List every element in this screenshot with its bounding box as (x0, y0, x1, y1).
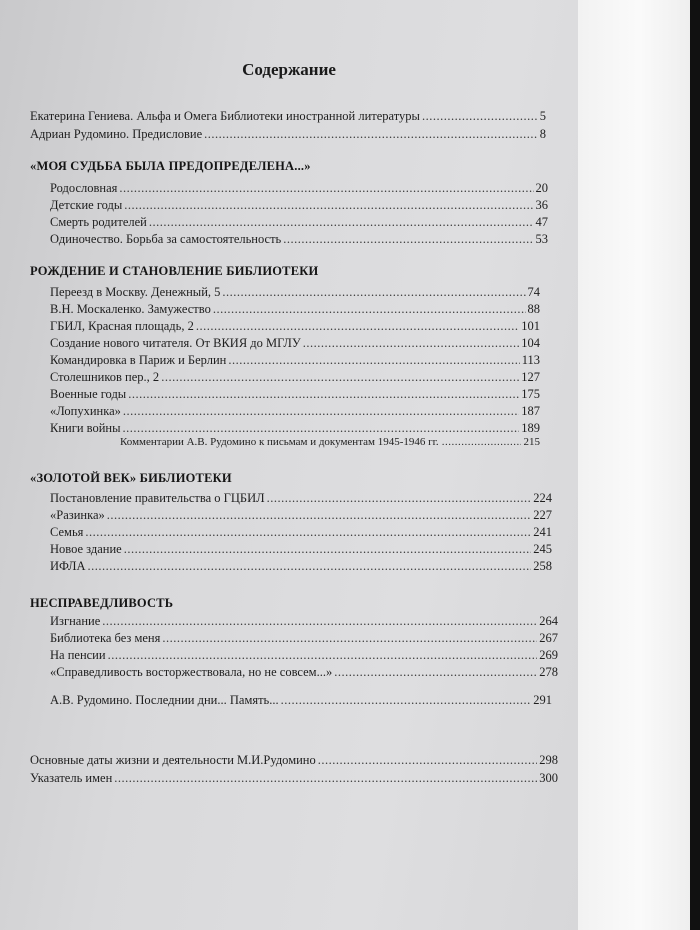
leader-dots (442, 436, 521, 448)
toc-entry-label: А.В. Рудомино. Последнии дни... Память... (50, 693, 279, 707)
toc-entry (50, 369, 540, 385)
toc-entry (50, 318, 540, 334)
leader-dots (119, 180, 533, 196)
toc-entry (50, 558, 552, 574)
toc-entry-page: 300 (539, 771, 558, 785)
dark-edge (690, 0, 700, 930)
toc-entry-label: Создание нового читателя. От ВКИЯ до МГЛУ (50, 336, 301, 350)
toc-entry-label: Книги войны (50, 421, 121, 435)
toc-entry-page: 269 (539, 648, 558, 662)
toc-entry (50, 301, 540, 317)
toc-entry-page: 267 (539, 631, 558, 645)
toc-note-page: 215 (523, 436, 540, 448)
toc-entry-label: Смерть родителей (50, 215, 147, 229)
toc-entry-page: 127 (521, 370, 540, 384)
toc-entry-label: В.Н. Москаленко. Замужество (50, 302, 211, 316)
toc-entry (50, 284, 540, 300)
leader-dots (228, 352, 519, 368)
toc-entry-label: «Справедливость восторжествовала, но не совсем...» (50, 665, 333, 679)
toc-entry-label: Переезд в Москву. Денежный, 5 (50, 285, 221, 299)
toc-entry (50, 386, 540, 402)
toc-entry-label: Детские годы (50, 198, 123, 212)
leader-dots (123, 420, 520, 436)
leader-dots (334, 664, 537, 680)
toc-entry-page: 227 (533, 508, 552, 522)
toc-entry (50, 403, 540, 419)
toc-entry-page: 88 (527, 302, 540, 316)
toc-entry (50, 613, 558, 629)
toc-entry-label: «Лопухинка» (50, 404, 121, 418)
leader-dots (283, 231, 533, 247)
toc-entry (50, 335, 540, 351)
leader-dots (422, 108, 538, 124)
toc-entry-page: 291 (533, 693, 552, 707)
leader-dots (149, 214, 534, 230)
toc-entry-page: 224 (533, 491, 552, 505)
leader-dots (318, 752, 538, 768)
section-heading: РОЖДЕНИЕ И СТАНОВЛЕНИЕ БИБЛИОТЕКИ (30, 264, 319, 278)
background-surface (578, 0, 700, 930)
section-heading: НЕСПРАВЕДЛИВОСТЬ (30, 596, 174, 610)
toc-entry (50, 507, 552, 523)
toc-entry-page: 20 (535, 181, 548, 195)
toc-entry (50, 630, 558, 646)
toc-entry (50, 352, 540, 368)
toc-entry (50, 420, 540, 436)
toc-entry-page: 258 (533, 559, 552, 573)
toc-entry-page: 101 (521, 319, 540, 333)
toc-entry (50, 524, 552, 540)
toc-entry-label: Семья (50, 525, 84, 539)
toc-entry-page: 189 (521, 421, 540, 435)
leader-dots (87, 558, 531, 574)
leader-dots (107, 507, 532, 523)
toc-note (120, 436, 540, 448)
toc-entry (50, 197, 548, 213)
toc-entry-label: Екатерина Гениева. Альфа и Омега Библиотеки иностранной литературы (30, 109, 420, 123)
toc-entry-page: 245 (533, 542, 552, 556)
toc-entry-page: 8 (539, 127, 546, 141)
toc-entry (50, 490, 552, 506)
toc-entry-page: 47 (535, 215, 548, 229)
toc-entry-label: Указатель имен (30, 771, 113, 785)
toc-entry-page: 53 (535, 232, 548, 246)
toc-entry (50, 664, 558, 680)
toc-entry-label: Основные даты жизни и деятельности М.И.Рудомино (30, 753, 316, 767)
leader-dots (162, 630, 537, 646)
toc-entry-label: Командировка в Париж и Берлин (50, 353, 227, 367)
toc-entry (50, 214, 548, 230)
leader-dots (85, 524, 531, 540)
toc-entry-label: «Разинка» (50, 508, 105, 522)
toc-entry-page: 5 (539, 109, 546, 123)
toc-entry-label: Военные годы (50, 387, 127, 401)
toc-entry-page: 187 (521, 404, 540, 418)
toc-entry (50, 692, 552, 708)
toc-entry-page: 36 (535, 198, 548, 212)
leader-dots (108, 647, 538, 663)
toc-entry-label: Одиночество. Борьба за самостоятельность (50, 232, 282, 246)
toc-entry (30, 126, 546, 142)
leader-dots (161, 369, 519, 385)
toc-entry (50, 180, 548, 196)
toc-entry (30, 108, 546, 124)
leader-dots (196, 318, 519, 334)
toc-entry-label: Постановление правительства о ГЦБИЛ (50, 491, 265, 505)
page-title: Содержание (242, 60, 336, 79)
toc-entry-label: ИФЛА (50, 559, 86, 573)
leader-dots (213, 301, 526, 317)
toc-entry-label: Столешников пер., 2 (50, 370, 160, 384)
toc-entry (50, 231, 548, 247)
toc-entry-page: 264 (539, 614, 558, 628)
toc-entry (50, 647, 558, 663)
leader-dots (204, 126, 538, 142)
leader-dots (267, 490, 532, 506)
toc-entry-page: 113 (521, 353, 540, 367)
leader-dots (124, 541, 532, 557)
toc-entry (50, 541, 552, 557)
leader-dots (102, 613, 537, 629)
toc-entry-label: Библиотека без меня (50, 631, 161, 645)
toc-entry-page: 298 (539, 753, 558, 767)
toc-entry-page: 175 (521, 387, 540, 401)
toc-entry-label: Адриан Рудомино. Предисловие (30, 127, 203, 141)
toc-entry-page: 74 (527, 285, 540, 299)
leader-dots (303, 335, 519, 351)
leader-dots (124, 197, 533, 213)
toc-entry-page: 104 (521, 336, 540, 350)
toc-entry (30, 770, 558, 786)
toc-entry-label: На пенсии (50, 648, 106, 662)
toc-entry-label: ГБИЛ, Красная площадь, 2 (50, 319, 194, 333)
section-heading: «МОЯ СУДЬБА БЫЛА ПРЕДОПРЕДЕЛЕНА...» (30, 159, 311, 173)
toc-entry-label: Изгнание (50, 614, 101, 628)
toc-note-label: Комментарии А.В. Рудомино к письмам и документам 1945-1946 гг. (120, 436, 439, 448)
toc-entry-label: Родословная (50, 181, 118, 195)
leader-dots (222, 284, 525, 300)
leader-dots (128, 386, 519, 402)
leader-dots (114, 770, 537, 786)
toc-entry-page: 241 (533, 525, 552, 539)
toc-entry-label: Новое здание (50, 542, 122, 556)
toc-entry (30, 752, 558, 768)
leader-dots (123, 403, 519, 419)
leader-dots (281, 692, 532, 708)
section-heading: «ЗОЛОТОЙ ВЕК» БИБЛИОТЕКИ (30, 471, 232, 485)
toc-entry-page: 278 (539, 665, 558, 679)
